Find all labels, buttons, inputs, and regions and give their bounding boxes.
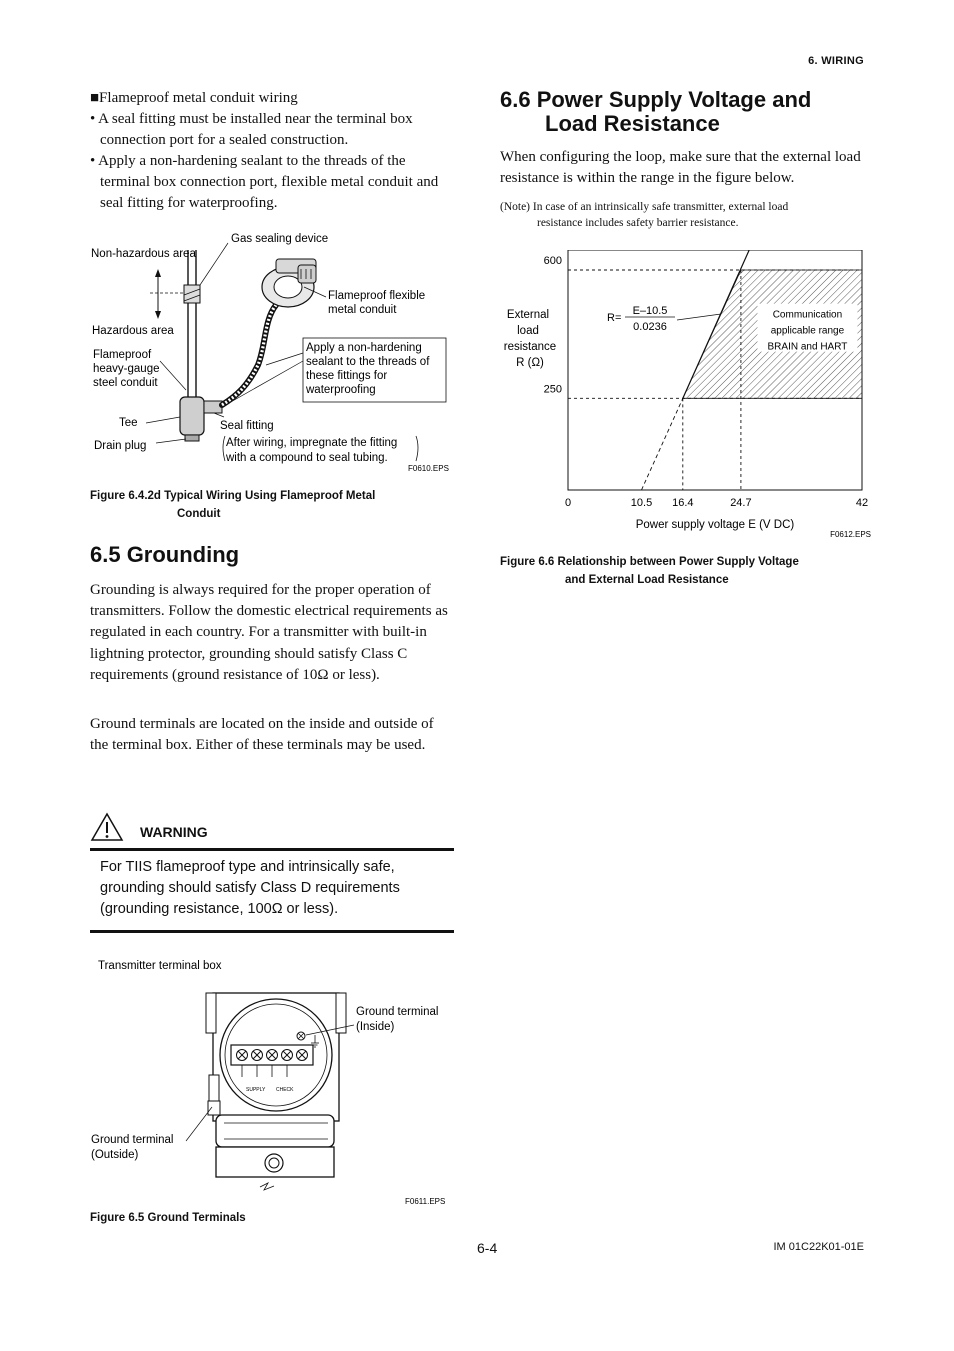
- y-axis-label: R (Ω): [516, 357, 544, 369]
- label-sealant: sealant to the threads of: [306, 356, 430, 368]
- warning-triangle-icon: [90, 812, 124, 842]
- note-line: resistance includes safety barrier resistance.: [537, 217, 739, 229]
- label-ground-inside: (Inside): [356, 1021, 395, 1033]
- x-tick-label: 0: [564, 497, 572, 509]
- caption-text: Conduit: [177, 508, 221, 520]
- figure-caption: [500, 553, 872, 589]
- label-terminal-box: Transmitter terminal box: [98, 960, 222, 972]
- page-number: 6-4: [477, 1240, 498, 1256]
- power-supply-paragraph: When configuring the loop, make sure that the external load resistance is within the range in the figure below.: [500, 149, 861, 187]
- region-label: Communication: [772, 309, 843, 321]
- terminal-label-supply: SUPPLY: [246, 1087, 266, 1093]
- region-label: BRAIN and HART: [767, 341, 848, 353]
- label-impregnate: After wiring, impregnate the fitting: [226, 437, 398, 449]
- seal-fitting: [204, 401, 222, 413]
- caption-text: Relationship between Power Supply Voltage: [557, 556, 799, 568]
- tee-fitting: [180, 397, 204, 435]
- intrinsic-safety-note: [500, 199, 788, 231]
- caption-number: Figure 6.4.2d: [90, 490, 161, 502]
- warning-rule: [90, 930, 454, 933]
- figure-caption: [90, 487, 455, 523]
- label-ground-outside: (Outside): [91, 1149, 139, 1161]
- load-resistance-chart: [495, 250, 875, 542]
- ground-terminal-figure: [88, 955, 454, 1210]
- label-steel-conduit: steel conduit: [93, 377, 158, 389]
- load-line-extrapolated: [642, 398, 683, 490]
- y-axis-label: resistance: [503, 341, 557, 353]
- transmitter-housing: [262, 259, 316, 307]
- x-tick-label: 42: [855, 497, 869, 509]
- figure-caption: Figure 6.5 Ground Terminals: [90, 1212, 246, 1224]
- terminal-label-check: CHECK: [276, 1087, 294, 1093]
- figure-file-id: F0612.EPS: [830, 530, 871, 539]
- section-title-power-supply: [500, 88, 811, 136]
- label-gas-sealing: Gas sealing device: [231, 233, 329, 245]
- formula-numerator: E–10.5: [632, 305, 668, 317]
- x-tick-label: 24.7: [730, 497, 752, 509]
- section-title-line: 6.6 Power Supply Voltage and: [500, 87, 812, 112]
- grounding-paragraph: Ground terminals are located on the inside and outside of the terminal box. Either of these terminals may be used.: [90, 716, 434, 754]
- label-steel-conduit: Flameproof: [93, 349, 152, 361]
- label-tee: Tee: [119, 417, 138, 429]
- grounding-paragraph: Grounding is always required for the proper operation of transmitters. Follow the domestic electrical requirements as regulated in each country. For a transmitter with built-in lightning protector, grounding should satisfy Class C requirements (ground resistance of 10Ω or less).: [90, 582, 448, 683]
- conduit-bullet: • Apply a non-hardening sealant to the threads of the terminal box connection port, flexible metal conduit and seal fitting for waterproofing.: [90, 153, 439, 211]
- x-tick-label: 10.5: [630, 497, 653, 509]
- conduit-wiring-block: [90, 88, 455, 214]
- document-id: IM 01C22K01-01E: [773, 1241, 864, 1253]
- formula-denominator: 0.0236: [633, 321, 667, 333]
- formula-lhs: R=: [607, 312, 622, 324]
- warning-box: [90, 808, 454, 933]
- label-sealant: these fittings for: [306, 370, 388, 382]
- label-steel-conduit: heavy-gauge: [93, 363, 160, 375]
- label-impregnate: with a compound to seal tubing.: [226, 452, 388, 464]
- y-axis-label: External: [506, 309, 550, 321]
- section-title-line: Load Resistance: [545, 111, 720, 136]
- label-sealant: Apply a non-hardening: [306, 342, 422, 354]
- x-axis-label: Power supply voltage E (V DC): [635, 519, 795, 531]
- section-title-grounding: 6.5 Grounding: [90, 542, 240, 567]
- label-non-hazardous: Non-hazardous area: [91, 248, 196, 260]
- warning-title: WARNING: [140, 824, 208, 840]
- region-label: applicable range: [770, 325, 845, 337]
- y-axis-label: load: [517, 325, 539, 337]
- x-tick-label: 16.4: [672, 497, 694, 509]
- label-seal-fitting: Seal fitting: [220, 420, 274, 432]
- label-flex-conduit: metal conduit: [328, 304, 397, 316]
- formula-leader-line: [677, 314, 721, 320]
- caption-text: Typical Wiring Using Flameproof Metal: [164, 490, 376, 502]
- label-drain-plug: Drain plug: [94, 440, 147, 452]
- caption-number: Figure 6.6: [500, 556, 555, 568]
- y-tick-label: 250: [543, 383, 562, 396]
- figure-file-id: F0610.EPS: [408, 464, 449, 473]
- conduit-wiring-figure: [88, 225, 454, 475]
- label-flex-conduit: Flameproof flexible: [328, 290, 426, 302]
- label-ground-inside: Ground terminal: [356, 1006, 439, 1018]
- figure-file-id: F0611.EPS: [405, 1197, 446, 1206]
- warning-text: For TIIS flameproof type and intrinsically safe, grounding should satisfy Class D requirements (grounding resistance, 100Ω or less).: [100, 859, 400, 917]
- y-tick-label: 600: [543, 255, 562, 267]
- caption-text: and External Load Resistance: [565, 574, 729, 586]
- conduit-heading: ■Flameproof metal conduit wiring: [90, 90, 298, 106]
- label-ground-outside: Ground terminal: [91, 1134, 174, 1146]
- label-sealant: waterproofing: [306, 384, 376, 396]
- running-head: 6. WIRING: [808, 55, 864, 67]
- label-hazardous: Hazardous area: [92, 325, 174, 337]
- note-line: (Note) In case of an intrinsically safe transmitter, external load: [500, 201, 789, 213]
- conduit-bullet: • A seal fitting must be installed near the terminal box connection port for a sealed construction.: [90, 111, 413, 148]
